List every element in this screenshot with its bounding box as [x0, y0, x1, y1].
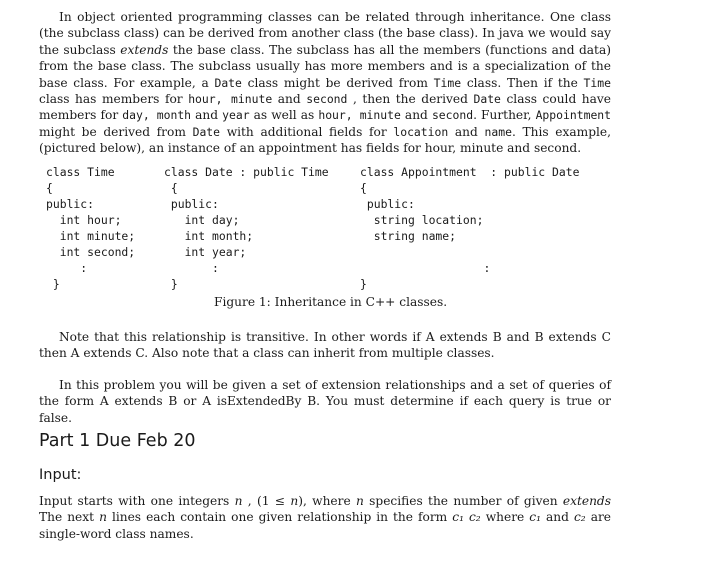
code-class-date: class Date : public Time { public: int day; int month; int year; : } — [164, 165, 329, 291]
transitive-paragraph: Note that this relationship is transitive. In other words if A extends B and B extends C then A extends C. Also note that a class can inherit from multiple classes. — [39, 330, 611, 361]
code-class-appointment: class Appointment : public Date { public: string location; string name; : } — [360, 165, 580, 291]
input-paragraph: Input starts with one integers n , (1 ≤ n), where n specifies the number of given extends The next n lines each contain one given relationship in the form c₁ c₂ where c₁ and c₂ are single-word class names. — [39, 494, 611, 541]
input-heading: Input: — [39, 467, 82, 483]
problem-paragraph: In this problem you will be given a set of extension relationships and a set of queries of the form A extends B or A isExtendedBy B. You must determine if each query is true or false. — [39, 378, 611, 425]
part-heading: Part 1 Due Feb 20 — [39, 431, 196, 451]
figure-caption: Figure 1: Inheritance in C++ classes. — [214, 295, 448, 309]
code-class-time: class Time { public: int hour; int minute; int second; : } — [46, 165, 136, 291]
intro-paragraph: In object oriented programming classes can be related through inheritance. One class (the subclass class) can be derived from another class (the base class). In java we would say the subclass extends the base class. The subclass has all the members (functions and data) from the base class. The subclass usually has more members and is a specialization of the base class. For example, a Date class might be derived from Time class. Then if the Time class has members for hour, minute and second , then the derived Date class could have members for day, month and year as well as hour, minute and second. Further, Appointment might be derived from Date with additional fields for location and name. This example, (pictured below), an instance of an appointment has fields for hour, minute and second. — [39, 10, 612, 156]
